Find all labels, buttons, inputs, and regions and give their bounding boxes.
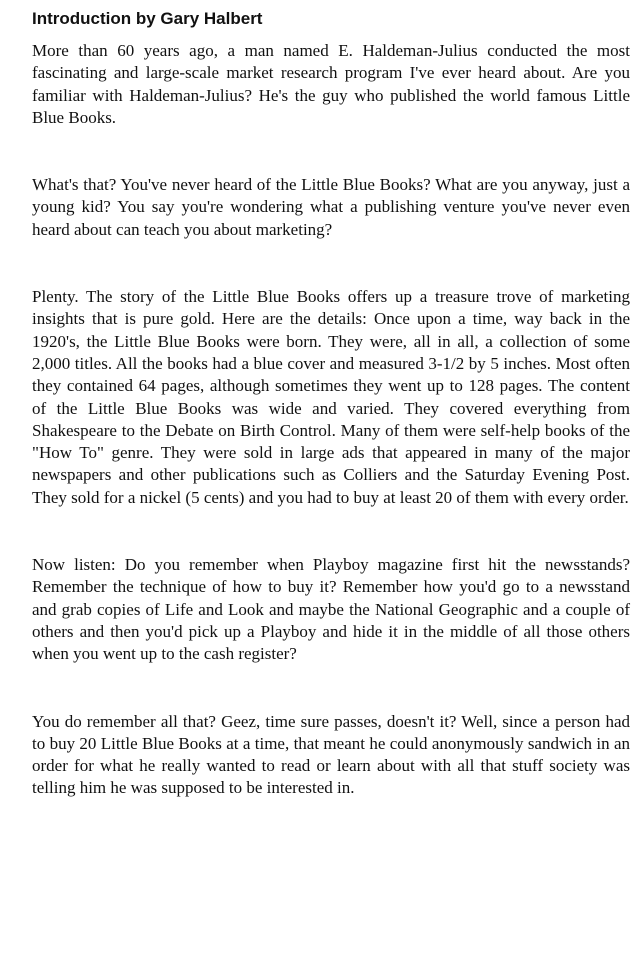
paragraph-4: Now listen: Do you remember when Playboy magazine first hit the newsstands? Remember the technique of how to buy it? Remember how you'd go to a newsstand and grab copies of Life and Look and maybe the National Geographic and a couple of others and then you'd pick up a Playboy and hide it in the middle of all those others when you went up to the cash register?: [32, 555, 630, 664]
paragraph-5: You do remember all that? Geez, time sure passes, doesn't it? Well, since a person had to buy 20 Little Blue Books at a time, that meant he could anonymously sandwich in an order for what he really wanted to read or learn about with all that stuff society was telling him he was supposed to be interested in.: [32, 711, 630, 798]
paragraph-1: More than 60 years ago, a man named E. Haldeman-Julius conducted the most fascinating and large-scale market research program I've ever heard about. Are you familiar with Haldeman-Julius? He's the guy who published the world famous Little Blue Books.: [32, 41, 630, 127]
section-heading: Introduction by Gary Halbert: [32, 9, 263, 28]
paragraph-2: What's that? You've never heard of the Little Blue Books? What are you anyway, just a young kid? You say you're wondering what a publishing venture you've never even heard about can teach you about marketing?: [32, 175, 630, 239]
paragraph-3: Plenty. The story of the Little Blue Books offers up a treasure trove of marketing insights that is pure gold. Here are the details: Once upon a time, way back in the 1920's, the Little Blue Books were born. They were, all in all, a collection of some 2,000 titles. All the books had a blue cover and measured 3-1/2 by 5 inches. Most often they contained 64 pages, although sometimes they went up to 128 pages. The content of the Little Blue Books was wide and varied. They covered everything from Shakespeare to the Debate on Birth Control. Many of them were self-help books of the "How To" genre. They were sold in large ads that appeared in many of the major newspapers and other publications such as Colliers and the Saturday Evening Post. They sold for a nickel (5 cents) and you had to buy at least 20 of them with every order.: [32, 287, 630, 507]
document-page: [32, 8, 630, 800]
